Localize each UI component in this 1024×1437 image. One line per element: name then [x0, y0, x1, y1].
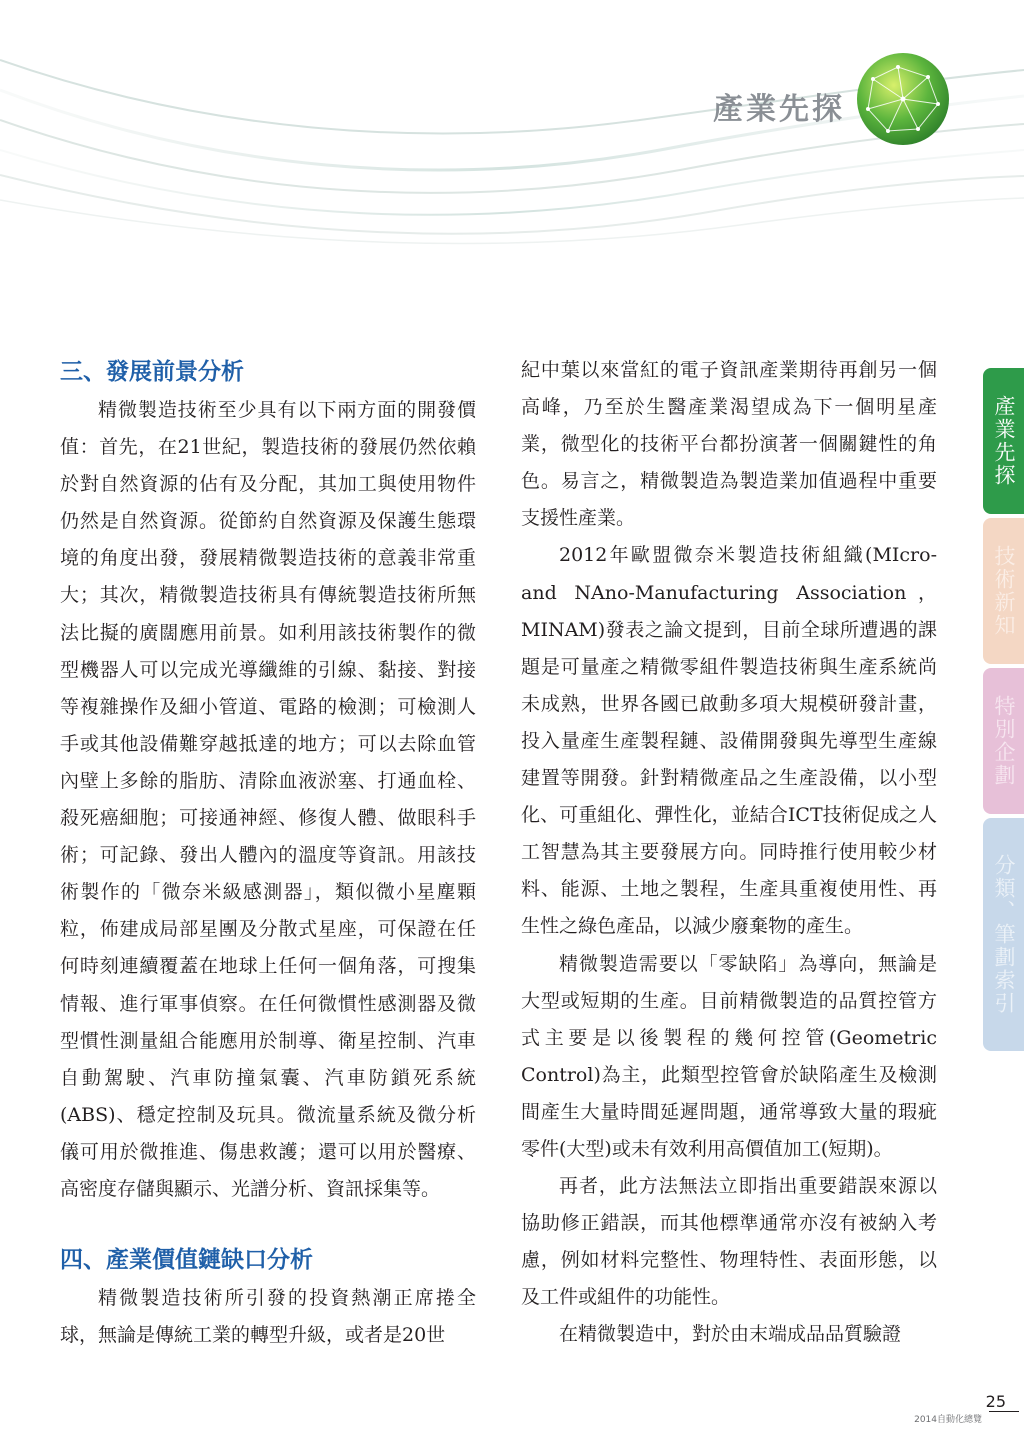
section-heading: 三、發展前景分析 [60, 359, 244, 385]
section-heading: 四、產業價值鏈缺口分析 [60, 1247, 313, 1274]
article-column-left [60, 352, 476, 1354]
publication-name: 2014自動化總覽 [914, 1415, 982, 1425]
side-tab-index[interactable]: 分類、筆劃索引 [983, 818, 1024, 1051]
footer-divider [989, 1411, 1019, 1412]
section-title: 產業先探 [713, 92, 845, 127]
side-tab-tech-news[interactable]: 技術新知 [983, 518, 1024, 664]
globe-network-icon [853, 49, 953, 149]
paragraph: 紀中葉以來當紅的電子資訊產業期待再創另一個高峰，乃至於生醫產業渴望成為下一個明星產業，微型化的技術平台都扮演著一個關鍵性的角色。易言之，精微製造為製造業加值過程中重要支援性產業。 [521, 359, 937, 530]
page-footer [893, 1392, 1024, 1432]
article-column-right [521, 352, 937, 1354]
paragraph: 再者，此方法無法立即指出重要錯誤來源以協助修正錯誤，而其他標準通常亦沒有被納入考慮，例如材料完整性、物理特性、表面形態，以及工件或組件的功能性。 [521, 1175, 937, 1309]
paragraph: 精微製造需要以「零缺陷」為導向，無論是大型或短期的生產。目前精微製造的品質控管方式主要是以後製程的幾何控管(Geometric Control)為主，此類型控管會於缺陷產生及檢測間產生大量時間延遲問題，通常導致大量的瑕疵零件(大型)或未有效利用高價值加工(短期)。 [521, 952, 937, 1160]
paragraph: 精微製造技術所引發的投資熱潮正席捲全球，無論是傳統工業的轉型升級，或者是20世 [60, 1287, 476, 1347]
side-tab-special-feature[interactable]: 特別企劃 [983, 668, 1024, 814]
paragraph: 在精微製造中，對於由末端成品品質驗證 [559, 1323, 902, 1346]
side-tab-industry-outlook[interactable]: 產業先探 [983, 368, 1024, 514]
spacer [60, 1208, 476, 1240]
paragraph: 2012年歐盟微奈米製造技術組織(MIcro-and NAno-Manufacturing Association，MINAM)發表之論文提到，目前全球所遭遇的課題是可量產之精微零組件製造技術與生產系統尚未成熟，世界各國已啟動多項大規模研發計畫，投入量產生產製程鏈、設備開發與先導型生產線建置等開發。針對精微產品之生產設備，以小型化、可重組化、彈性化，並結合ICT技術促成之人工智慧為其主要發展方向。同時推行使用較少材料、能源、土地之製程，生產具重複使用性、再生性之綠色產品，以減少廢棄物的產生。 [521, 544, 937, 938]
paragraph: 精微製造技術至少具有以下兩方面的開發價值：首先，在21世紀，製造技術的發展仍然依賴於對自然資源的佔有及分配，其加工與使用物件仍然是自然資源。從節約自然資源及保護生態環境的角度出發，發展精微製造技術的意義非常重大；其次，精微製造技術具有傳統製造技術所無法比擬的廣闊應用前景。如利用該技術製作的微型機器人可以完成光導纖維的引線、黏接、對接等複雜操作及細小管道、電路的檢測；可檢測人手或其他設備難穿越抵達的地方；可以去除血管內壁上多餘的脂肪、清除血液淤塞、打通血栓、殺死癌細胞；可接通神經、修復人體、做眼科手術；可記錄、發出人體內的溫度等資訊。用該技術製作的「微奈米級感測器」，類似微小星塵顆粒，佈建成局部星團及分散式星座，可保證在任何時刻連續覆蓋在地球上任何一個角落，可搜集情報、進行軍事偵察。在任何微慣性感測器及微型慣性測量組合能應用於制導、衛星控制、汽車自動駕駛、汽車防撞氣囊、汽車防鎖死系統(ABS)、穩定控制及玩具。微流量系統及微分析儀可用於微推進、傷患救護；還可以用於醫療、高密度存儲與顯示、光譜分析、資訊採集等。 [60, 399, 476, 1200]
page-number: 25 [985, 1392, 1006, 1411]
